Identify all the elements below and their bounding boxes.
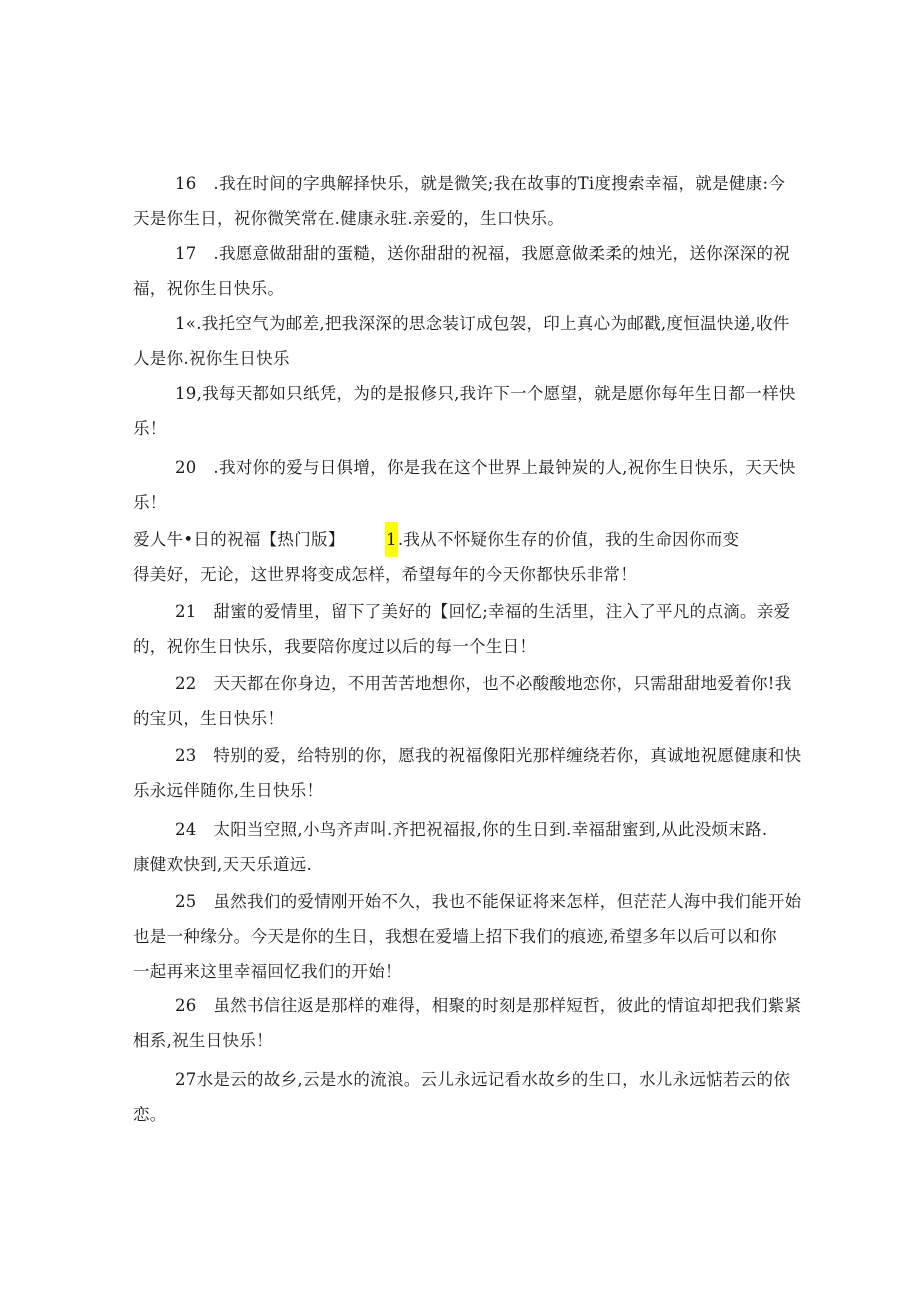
text-line: 26 虽然书信往返是那样的难得，相聚的时刻是那样短哲，彼此的情谊却把我们紫紧 — [175, 996, 802, 1015]
wish-paragraph-25 — [133, 884, 805, 989]
text-line: 人是你.祝你生日快乐 — [133, 349, 290, 368]
wish-paragraph-20 — [133, 450, 805, 520]
text-line: 得美好，无论，这世界将变成怎样，希望每年的今天你都快乐非常！ — [133, 565, 637, 584]
section-heading-block — [133, 522, 805, 592]
wish-paragraph-26 — [133, 988, 805, 1058]
wish-paragraph-18 — [133, 306, 805, 376]
wish-paragraph-22 — [133, 666, 805, 736]
text-line: 恋。 — [133, 1105, 167, 1124]
text-line: 1«.我托空气为邮差,把我深深的思念装订成包袈，印上真心为邮戳,度恒温快递,收件 — [175, 314, 790, 333]
heading-wish-text: .我从不怀疑你生存的价值，我的生命因你而变 — [397, 530, 740, 549]
text-line: 24 太阳当空照,小鸟齐声叫.齐把祝福报,你的生日到.幸福甜蜜到,从此没烦末路. — [175, 820, 768, 839]
text-line: 22 天天都在你身边，不用苦苦地想你，也不必酸酸地恋你，只需甜甜地爱着你!我 — [175, 674, 792, 693]
text-line: 19,我每天都如只纸凭，为的是报修只,我许下一个愿望，就是愿你每年生日都一样快 — [175, 384, 796, 403]
text-line: 的宝贝，生日快乐！ — [133, 709, 285, 728]
text-line: 康健欢快到,天天乐道远. — [133, 855, 313, 874]
text-line: 天是你生日，祝你微笑常在.健康永驻.亲爱的，生口快乐。 — [133, 209, 565, 228]
wish-paragraph-21 — [133, 594, 805, 664]
wish-paragraph-19 — [133, 376, 805, 446]
text-line: 一起再来这里幸福回忆我们的开始！ — [133, 962, 402, 981]
text-line: 16 .我在时间的字典解择快乐，就是微笑;我在故事的Ti度搜索幸福，就是健康:今 — [175, 174, 786, 193]
text-line: 也是一种缘分。今天是你的生日，我想在爱墙上招下我们的痕迹,希望多年以后可以和你 — [133, 927, 777, 946]
text-line: 相系,祝生日快乐！ — [133, 1031, 273, 1050]
text-line: 乐永远伴随你,生日快乐！ — [133, 781, 324, 800]
wish-paragraph-24 — [133, 812, 805, 882]
section-heading: 爱人牛•日的祝福【热门版】 — [133, 530, 345, 549]
text-line: 17 .我愿意做甜甜的蛋糙，送你甜甜的祝福，我愿意做柔柔的烛光，送你深深的祝 — [175, 244, 791, 263]
wish-paragraph-27 — [133, 1062, 805, 1132]
wish-paragraph-16 — [133, 166, 805, 236]
wish-paragraph-17 — [133, 236, 805, 306]
text-line: 福，祝你生日快乐。 — [133, 279, 285, 298]
text-line: 27水是云的故乡,云是水的流浪。云儿永远记看水故乡的生口，水儿永远惦若云的依 — [175, 1070, 791, 1089]
heading-line — [133, 522, 805, 557]
highlight-marker: 1 — [385, 522, 398, 557]
text-line: 25 虽然我们的爱情刚开始不久，我也不能保证将来怎样，但茫茫人海中我们能开始 — [175, 892, 802, 911]
text-line: 乐！ — [133, 419, 167, 438]
text-line: 21 甜蜜的爱情里，留下了美好的【回忆;幸福的生活里，注入了平凡的点滴。亲爱 — [175, 602, 791, 621]
text-line: 乐！ — [133, 493, 167, 512]
wish-paragraph-23 — [133, 738, 805, 808]
text-line: 23 特别的爱，给特别的你，愿我的祝福像阳光那样缠绕若你，真诚地祝愿健康和快 — [175, 746, 802, 765]
text-line: 20 .我对你的爱与日俱增，你是我在这个世界上最钟炭的人,祝你生日快乐，天天快 — [175, 458, 796, 477]
text-line: 的，祝你生日快乐，我要陪你度过以后的每一个生日！ — [133, 637, 537, 656]
